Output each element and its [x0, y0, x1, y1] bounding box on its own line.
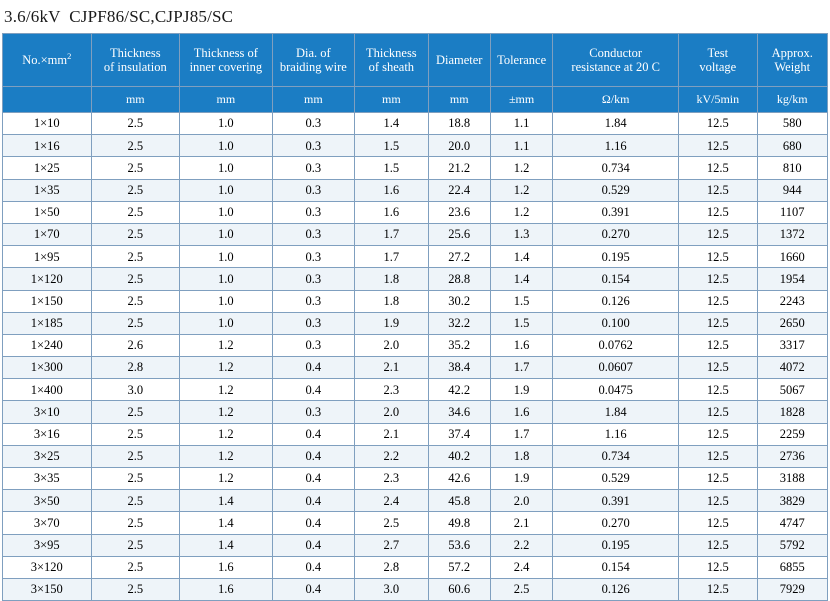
- table-cell: 1.84: [553, 401, 679, 423]
- table-cell: 2.5: [91, 512, 180, 534]
- table-cell: 0.195: [553, 246, 679, 268]
- table-cell: 2.0: [355, 401, 428, 423]
- table-cell: 1.4: [490, 246, 552, 268]
- table-cell: 2.5: [91, 246, 180, 268]
- table-row: [3, 534, 828, 556]
- table-cell: 2736: [757, 445, 827, 467]
- cell-size: 3×150: [3, 578, 92, 600]
- table-cell: 2243: [757, 290, 827, 312]
- table-cell: 0.529: [553, 179, 679, 201]
- table-cell: 1.84: [553, 113, 679, 135]
- cell-size: 3×50: [3, 490, 92, 512]
- unit-cell-size: [3, 87, 92, 113]
- table-cell: 2.4: [490, 556, 552, 578]
- table-cell: 944: [757, 179, 827, 201]
- table-cell: 57.2: [428, 556, 490, 578]
- table-row: [3, 379, 828, 401]
- unit-cell-inner-covering: mm: [180, 87, 273, 113]
- table-cell: 0.195: [553, 534, 679, 556]
- table-cell: 2.5: [91, 157, 180, 179]
- column-header-test-voltage-line2: voltage: [699, 60, 737, 74]
- table-cell: 680: [757, 135, 827, 157]
- table-cell: 4072: [757, 357, 827, 379]
- table-cell: 3.0: [91, 379, 180, 401]
- table-cell: 2.6: [91, 334, 180, 356]
- table-row: [3, 556, 828, 578]
- table-body: [3, 113, 828, 601]
- table-cell: 3829: [757, 490, 827, 512]
- table-cell: 1.6: [355, 201, 428, 223]
- table-cell: 1.3: [490, 223, 552, 245]
- table-row: [3, 468, 828, 490]
- column-header-approx-weight-line2: Weight: [774, 60, 811, 74]
- table-cell: 1.7: [490, 423, 552, 445]
- table-cell: 1.0: [180, 268, 273, 290]
- unit-cell-braiding-wire: mm: [272, 87, 355, 113]
- column-header-conductor-resistance: [553, 34, 679, 87]
- table-cell: 810: [757, 157, 827, 179]
- table-cell: 2.5: [91, 534, 180, 556]
- table-cell: 2.3: [355, 468, 428, 490]
- table-cell: 53.6: [428, 534, 490, 556]
- table-cell: 0.0762: [553, 334, 679, 356]
- table-cell: 1.1: [490, 113, 552, 135]
- table-cell: 2.1: [355, 357, 428, 379]
- table-cell: 1.2: [180, 423, 273, 445]
- table-cell: 42.2: [428, 379, 490, 401]
- table-cell: 1.6: [490, 334, 552, 356]
- table-cell: 2259: [757, 423, 827, 445]
- table-cell: 49.8: [428, 512, 490, 534]
- table-cell: 2650: [757, 312, 827, 334]
- table-cell: 25.6: [428, 223, 490, 245]
- column-header-conductor-resistance-line2: resistance at 20 C: [571, 60, 660, 74]
- table-cell: 3.0: [355, 578, 428, 600]
- table-row: [3, 268, 828, 290]
- table-cell: 1.2: [490, 179, 552, 201]
- table-cell: 0.734: [553, 445, 679, 467]
- table-cell: 2.5: [91, 578, 180, 600]
- column-header-insulation-thickness: [91, 34, 180, 87]
- table-cell: 2.5: [91, 423, 180, 445]
- unit-cell-tolerance: ±mm: [490, 87, 552, 113]
- table-cell: 1372: [757, 223, 827, 245]
- table-cell: 2.8: [355, 556, 428, 578]
- unit-cell-insulation-thickness: mm: [91, 87, 180, 113]
- table-row: [3, 578, 828, 600]
- table-cell: 1.2: [180, 401, 273, 423]
- table-cell: 2.1: [490, 512, 552, 534]
- cell-size: 3×25: [3, 445, 92, 467]
- table-cell: 2.5: [91, 312, 180, 334]
- table-cell: 2.5: [490, 578, 552, 600]
- table-cell: 2.5: [91, 290, 180, 312]
- table-cell: 12.5: [679, 201, 757, 223]
- table-cell: 2.1: [355, 423, 428, 445]
- table-cell: 12.5: [679, 290, 757, 312]
- cell-size: 1×10: [3, 113, 92, 135]
- table-cell: 1.4: [355, 113, 428, 135]
- table-cell: 2.8: [91, 357, 180, 379]
- cell-size: 1×400: [3, 379, 92, 401]
- table-cell: 12.5: [679, 157, 757, 179]
- table-cell: 0.0475: [553, 379, 679, 401]
- table-row: [3, 201, 828, 223]
- table-cell: 0.3: [272, 290, 355, 312]
- table-cell: 6855: [757, 556, 827, 578]
- table-row: [3, 423, 828, 445]
- table-cell: 1.0: [180, 223, 273, 245]
- table-cell: 38.4: [428, 357, 490, 379]
- table-cell: 5067: [757, 379, 827, 401]
- table-cell: 0.4: [272, 423, 355, 445]
- table-cell: 2.0: [490, 490, 552, 512]
- table-cell: 12.5: [679, 379, 757, 401]
- table-cell: 0.154: [553, 556, 679, 578]
- table-cell: 0.391: [553, 490, 679, 512]
- unit-cell-sheath: mm: [355, 87, 428, 113]
- table-cell: 12.5: [679, 268, 757, 290]
- table-cell: 42.6: [428, 468, 490, 490]
- cell-size: 1×95: [3, 246, 92, 268]
- column-header-conductor-resistance-line1: Conductor: [589, 45, 643, 60]
- table-cell: 1.9: [355, 312, 428, 334]
- table-cell: 1107: [757, 201, 827, 223]
- cell-size: 1×300: [3, 357, 92, 379]
- table-cell: 0.4: [272, 490, 355, 512]
- table-cell: 1.6: [490, 401, 552, 423]
- table-cell: 2.4: [355, 490, 428, 512]
- cell-size: 3×95: [3, 534, 92, 556]
- table-cell: 0.3: [272, 113, 355, 135]
- column-header-sheath-line1: Thickness: [365, 45, 417, 60]
- table-cell: 0.3: [272, 334, 355, 356]
- table-cell: 0.4: [272, 357, 355, 379]
- table-cell: 12.5: [679, 334, 757, 356]
- table-cell: 2.5: [91, 445, 180, 467]
- column-header-inner-covering-line2: inner covering: [189, 60, 263, 74]
- table-cell: 1.9: [490, 379, 552, 401]
- table-cell: 1.2: [490, 157, 552, 179]
- table-cell: 1.0: [180, 312, 273, 334]
- table-cell: 0.3: [272, 201, 355, 223]
- table-cell: 12.5: [679, 113, 757, 135]
- table-cell: 1.7: [355, 246, 428, 268]
- unit-cell-conductor-resistance: Ω/km: [553, 87, 679, 113]
- table-cell: 2.5: [91, 223, 180, 245]
- table-cell: 0.126: [553, 290, 679, 312]
- table-cell: 2.5: [91, 179, 180, 201]
- table-row: [3, 512, 828, 534]
- cell-size: 1×50: [3, 201, 92, 223]
- table-cell: 1660: [757, 246, 827, 268]
- cell-size: 3×16: [3, 423, 92, 445]
- table-cell: 22.4: [428, 179, 490, 201]
- column-header-sheath-line2: of sheath: [368, 60, 415, 74]
- table-cell: 1.0: [180, 113, 273, 135]
- table-row: [3, 246, 828, 268]
- table-cell: 12.5: [679, 512, 757, 534]
- table-cell: 12.5: [679, 357, 757, 379]
- table-cell: 2.7: [355, 534, 428, 556]
- table-cell: 1.4: [490, 268, 552, 290]
- column-header-braiding-wire-line1: Dia. of: [296, 45, 331, 60]
- table-cell: 12.5: [679, 490, 757, 512]
- table-cell: 0.4: [272, 534, 355, 556]
- column-header-approx-weight-line1: Approx.: [771, 45, 813, 60]
- table-cell: 0.0607: [553, 357, 679, 379]
- table-cell: 1.2: [180, 334, 273, 356]
- column-header-braiding-wire-dia: [272, 34, 355, 87]
- table-cell: 2.5: [91, 201, 180, 223]
- table-row: [3, 135, 828, 157]
- table-cell: 35.2: [428, 334, 490, 356]
- table-cell: 1.4: [180, 490, 273, 512]
- table-cell: 2.3: [355, 379, 428, 401]
- column-header-inner-covering-thickness: [180, 34, 273, 87]
- table-cell: 0.4: [272, 445, 355, 467]
- column-header-insulation-thickness-line1: Thickness: [109, 45, 161, 60]
- table-cell: 30.2: [428, 290, 490, 312]
- table-cell: 0.3: [272, 157, 355, 179]
- table-cell: 0.529: [553, 468, 679, 490]
- column-header-sheath-thickness: [355, 34, 428, 87]
- table-cell: 1828: [757, 401, 827, 423]
- table-cell: 2.5: [91, 468, 180, 490]
- table-cell: 2.5: [91, 135, 180, 157]
- table-cell: 0.391: [553, 201, 679, 223]
- cell-size: 1×16: [3, 135, 92, 157]
- column-header-size: [3, 34, 92, 87]
- table-cell: 0.270: [553, 512, 679, 534]
- table-cell: 5792: [757, 534, 827, 556]
- table-cell: 23.6: [428, 201, 490, 223]
- table-cell: 2.5: [355, 512, 428, 534]
- table-cell: 60.6: [428, 578, 490, 600]
- column-header-diameter-line1: Diameter: [435, 52, 483, 67]
- table-cell: 1.16: [553, 423, 679, 445]
- cell-size: 1×120: [3, 268, 92, 290]
- table-cell: 1.9: [490, 468, 552, 490]
- table-cell: 0.3: [272, 135, 355, 157]
- table-cell: 4747: [757, 512, 827, 534]
- table-cell: 12.5: [679, 135, 757, 157]
- table-cell: 2.2: [490, 534, 552, 556]
- table-cell: 1.4: [180, 534, 273, 556]
- table-cell: 1954: [757, 268, 827, 290]
- table-row: [3, 113, 828, 135]
- table-cell: 12.5: [679, 534, 757, 556]
- table-cell: 12.5: [679, 246, 757, 268]
- table-cell: 2.0: [355, 334, 428, 356]
- table-header-row-titles: [3, 34, 828, 87]
- table-cell: 1.2: [180, 357, 273, 379]
- table-cell: 1.2: [490, 201, 552, 223]
- table-cell: 34.6: [428, 401, 490, 423]
- table-cell: 0.4: [272, 379, 355, 401]
- table-cell: 2.5: [91, 113, 180, 135]
- column-header-diameter: [428, 34, 490, 87]
- table-cell: 3188: [757, 468, 827, 490]
- table-cell: 1.5: [355, 135, 428, 157]
- table-cell: 1.8: [355, 290, 428, 312]
- cell-size: 3×35: [3, 468, 92, 490]
- table-row: [3, 401, 828, 423]
- cell-size: 1×185: [3, 312, 92, 334]
- table-cell: 1.0: [180, 135, 273, 157]
- column-header-inner-covering-line1: Thickness of: [193, 45, 258, 60]
- table-cell: 12.5: [679, 556, 757, 578]
- table-cell: 0.4: [272, 468, 355, 490]
- table-cell: 27.2: [428, 246, 490, 268]
- column-header-test-voltage-line1: Test: [707, 45, 729, 60]
- table-cell: 1.4: [180, 512, 273, 534]
- table-cell: 1.6: [355, 179, 428, 201]
- table-cell: 1.0: [180, 246, 273, 268]
- table-cell: 12.5: [679, 401, 757, 423]
- table-cell: 12.5: [679, 179, 757, 201]
- table-cell: 0.3: [272, 246, 355, 268]
- table-cell: 1.7: [355, 223, 428, 245]
- column-header-braiding-wire-line2: braiding wire: [279, 60, 347, 74]
- cell-size: 1×240: [3, 334, 92, 356]
- table-row: [3, 290, 828, 312]
- table-cell: 12.5: [679, 578, 757, 600]
- table-cell: 1.2: [180, 379, 273, 401]
- page-title: 3.6/6kV CJPF86/SC,CJPJ85/SC: [4, 7, 234, 26]
- table-cell: 0.3: [272, 223, 355, 245]
- unit-cell-test-voltage: kV/5min: [679, 87, 757, 113]
- table-cell: 1.16: [553, 135, 679, 157]
- table-cell: 2.5: [91, 490, 180, 512]
- table-cell: 45.8: [428, 490, 490, 512]
- column-header-approx-weight: [757, 34, 827, 87]
- table-row: [3, 157, 828, 179]
- table-row: [3, 312, 828, 334]
- table-cell: 3317: [757, 334, 827, 356]
- table-cell: 1.8: [355, 268, 428, 290]
- table-cell: 1.0: [180, 157, 273, 179]
- cell-size: 3×120: [3, 556, 92, 578]
- table-cell: 0.3: [272, 179, 355, 201]
- table-cell: 12.5: [679, 312, 757, 334]
- table-row: [3, 490, 828, 512]
- cell-size: 1×25: [3, 157, 92, 179]
- table-cell: 28.8: [428, 268, 490, 290]
- table-cell: 12.5: [679, 468, 757, 490]
- table-row: [3, 334, 828, 356]
- unit-cell-approx-weight: kg/km: [757, 87, 827, 113]
- table-cell: 0.270: [553, 223, 679, 245]
- cell-size: 1×70: [3, 223, 92, 245]
- table-cell: 2.2: [355, 445, 428, 467]
- table-cell: 580: [757, 113, 827, 135]
- table-cell: 1.8: [490, 445, 552, 467]
- table-cell: 0.4: [272, 578, 355, 600]
- table-cell: 2.5: [91, 556, 180, 578]
- table-cell: 0.126: [553, 578, 679, 600]
- table-cell: 0.3: [272, 312, 355, 334]
- column-header-tolerance: [490, 34, 552, 87]
- table-cell: 1.5: [355, 157, 428, 179]
- column-header-insulation-thickness-line2: of insulation: [103, 60, 167, 74]
- table-cell: 12.5: [679, 445, 757, 467]
- table-cell: 0.100: [553, 312, 679, 334]
- table-row: [3, 179, 828, 201]
- table-row: [3, 445, 828, 467]
- cell-size: 1×150: [3, 290, 92, 312]
- cell-size: 3×10: [3, 401, 92, 423]
- unit-cell-diameter: mm: [428, 87, 490, 113]
- cell-size: 1×35: [3, 179, 92, 201]
- column-header-test-voltage: [679, 34, 757, 87]
- cell-size: 3×70: [3, 512, 92, 534]
- table-cell: 12.5: [679, 423, 757, 445]
- table-cell: 1.0: [180, 179, 273, 201]
- table-cell: 0.4: [272, 556, 355, 578]
- table-cell: 37.4: [428, 423, 490, 445]
- column-header-size-line1: $No.\times mm^2$: [22, 51, 72, 68]
- table-cell: 7929: [757, 578, 827, 600]
- table-cell: 2.5: [91, 401, 180, 423]
- table-cell: 20.0: [428, 135, 490, 157]
- table-header: [3, 34, 828, 113]
- table-cell: 1.1: [490, 135, 552, 157]
- table-cell: 0.4: [272, 512, 355, 534]
- table-cell: 1.6: [180, 556, 273, 578]
- table-cell: 1.7: [490, 357, 552, 379]
- table-cell: 32.2: [428, 312, 490, 334]
- table-cell: 1.5: [490, 290, 552, 312]
- table-cell: 1.2: [180, 445, 273, 467]
- table-cell: 40.2: [428, 445, 490, 467]
- table-cell: 12.5: [679, 223, 757, 245]
- column-header-tolerance-line1: Tolerance: [497, 52, 547, 67]
- table-cell: 1.0: [180, 201, 273, 223]
- table-cell: 18.8: [428, 113, 490, 135]
- cable-specification-table: [2, 33, 828, 601]
- superscript-two: 2: [67, 51, 72, 62]
- table-cell: 1.5: [490, 312, 552, 334]
- table-cell: 1.2: [180, 468, 273, 490]
- table-cell: 0.734: [553, 157, 679, 179]
- table-cell: 0.3: [272, 401, 355, 423]
- table-cell: 1.6: [180, 578, 273, 600]
- table-row: [3, 357, 828, 379]
- table-cell: 0.154: [553, 268, 679, 290]
- table-header-row-units: [3, 87, 828, 113]
- table-cell: 2.5: [91, 268, 180, 290]
- table-cell: 21.2: [428, 157, 490, 179]
- table-cell: 1.0: [180, 290, 273, 312]
- table-cell: 0.3: [272, 268, 355, 290]
- table-row: [3, 223, 828, 245]
